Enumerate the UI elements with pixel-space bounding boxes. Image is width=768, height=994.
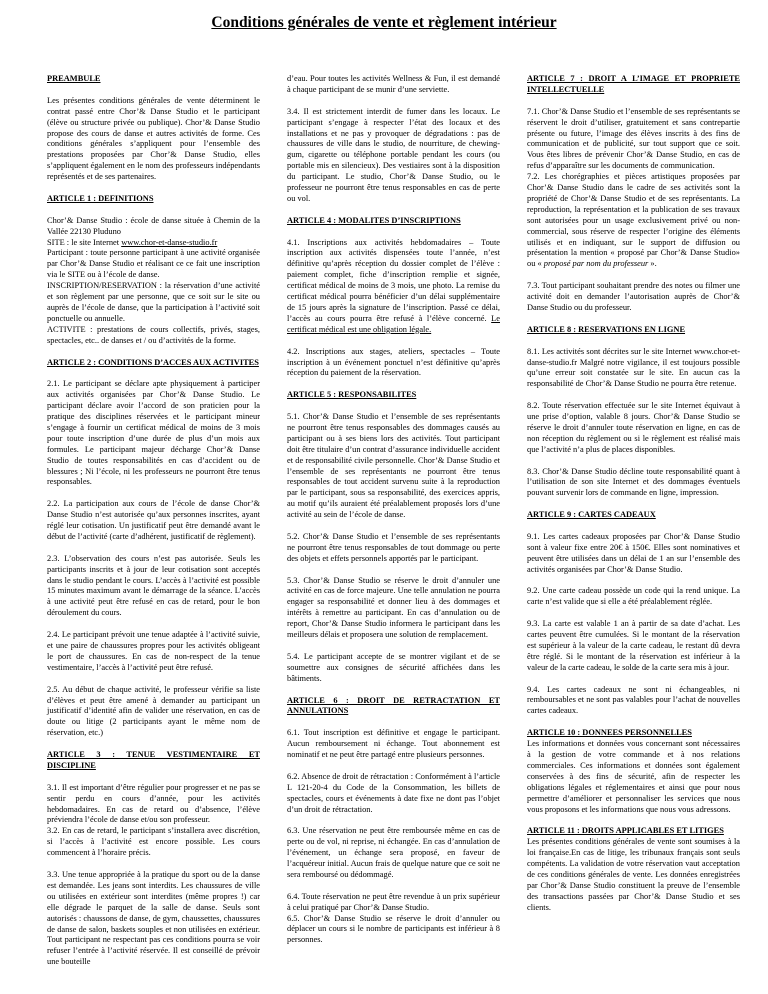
site-link[interactable]: www.chor-et-danse-studio.fr: [121, 237, 218, 247]
article-6-4-5: [287, 892, 500, 947]
article-4-heading: ARTICLE 4 : MODALITES D’INSCRIPTIONS: [287, 215, 461, 225]
article-5-1: 5.1. Chor’& Danse Studio et l’ensemble de ses représentants ne pourront être tenus responsables des dommages causés au participant ou à ses biens lors des activités. Tout participant doit être titulaire d’un contrat d’assurance individuelle accident et de responsabilité civile personnelle. Chor’& Danse Studio et l’ensemble de ses représentants ne pourront être tenus responsables de tout accident survenu suite à la reproduction par le participant, sous sa responsabilité, des exercices appris, au motif qu’ils auraient été préalablement proposés lors d’une activité au sein de l’école de danse.: [287, 412, 500, 520]
article-6-2: 6.2. Absence de droit de rétractation : Conformément à l’article L 121-20-4 du Code de la Consommation, les billets de spectacles, cours et événements à date fixe ne dont pas l’objet d’un droit de rétractation.: [287, 771, 500, 814]
article-7-1-2: [527, 107, 740, 271]
article-5-3: 5.3. Chor’& Danse Studio se réserve le droit d’annuler une activité en cas de force majeure. Une telle annulation ne pourra engager sa responsabilité et donner lieu à des dommages et intérêts à remettre au participant. En cas d’annulation ou de report, Chor’& Danse Studio informera le participant dans les meilleurs délais et proposera une solution de remplacement.: [287, 575, 500, 640]
article-11-heading: ARTICLE 11 : DROITS APPLICABLES ET LITIGES: [527, 826, 724, 836]
article-1-inscription: INSCRIPTION/RESERVATION : la réservation d’une activité et son règlement par une personne, que ce soit sur le site ou auprès de l’école de danse, que la participation à l’activité soit ponctuelle ou annuelle.: [47, 281, 260, 323]
preambule-heading: PREAMBULE: [47, 74, 101, 83]
page-title: Conditions générales de vente et règlement intérieur: [211, 14, 557, 31]
article-4-1: [287, 238, 500, 336]
article-6-3: 6.3. Une réservation ne peut être remboursée même en cas de perte ou de vol, ni reprise, ni échangée. En cas d’annulation de l’événement, un échange sera proposé, en faveur de l’acquéreur initial. Aucun frais de quelque nature que ce soit ne sera remboursé ou dédommagé.: [287, 826, 500, 879]
article-10-text: Les informations et données vous concernant sont nécessaires à la gestion de votre commande et à nos relations commerciales. Ces informations et données sont également conservées à des fins de sécurité, afin de respecter les obligations légales et réglementaires et ainsi que pour nous permettre d’améliorer et personnaliser les services que nous vous proposons et les informations que nous vous adressons.: [527, 739, 740, 814]
article-6-5: 6.5. Chor’& Danse Studio se réserve le droit d’annuler ou déplacer un cours si le nombre de participants est inférieur à 8 personnes.: [287, 913, 500, 945]
article-1-heading: ARTICLE 1 : DEFINITIONS: [47, 193, 154, 203]
article-3-1-2: [47, 783, 260, 859]
article-7-1: 7.1. Chor’& Danse Studio et l’ensemble de ses représentants se réservent le droit d’utiliser, gratuitement et sans contrepartie présente ou future, l’image des élèves inscrits à des fins de communication et de publicité, sur tout support que ce soit. Vous êtes libres de prévenir Chor’& Danse Studio, en cas de refus d’apparaître sur les documents de communication.: [527, 106, 740, 171]
article-3-3-continued: d’eau. Pour toutes les activités Wellness & Fun, il est demandé à chaque participant de se munir d’une serviette.: [287, 74, 500, 94]
article-3-1: 3.1. Il est important d’être régulier pour progresser et ne pas se sentir perdu en cours d’année, pour les activités hebdomadaires. En cas de retard ou d’absence, l’élève préviendra l’école de danse et/ou son professeur.: [47, 782, 260, 825]
preambule-text: Les présentes conditions générales de vente déterminent le contrat passé entre Chor’& Danse Studio et le participant (élève ou structure privée ou publique). Chor’& Danse Studio propose des cours de danse et autres activités de forme. Ces conditions générales s’appliquent pour l’ensemble des prestations proposées par Chor’& Danse Studio, elles s’appliquent également en le nom des professeurs indépendants représentés et de ses partenaires.: [47, 95, 260, 182]
article-3-heading: ARTICLE 3 : TENUE VESTIMENTAIRE ET DISCIPLINE: [47, 750, 260, 770]
article-8-1: 8.1. Les activités sont décrites sur le site Internet www.chor-et-danse-studio.fr Malgré notre vigilance, il est toujours possible qu’une erreur soit constatée sur le site. En aucun cas la responsabilité de Chor’& Danse Studio ne pourra être retenue.: [527, 346, 740, 389]
article-8-heading: ARTICLE 8 : RESERVATIONS EN LIGNE: [527, 324, 686, 334]
article-9-3: 9.3. La carte est valable 1 an à partir de sa date d’achat. Les cartes peuvent être cumulées. Si le montant de la réservation est supérieur à la valeur de la carte cadeau, le restant dû devra être réglé. Si le montant de la réservation est inférieur à la valeur de la carte cadeau, le solde de la carte sera mis à jour.: [527, 619, 740, 672]
article-6-4: 6.4. Toute réservation ne peut être revendue à un prix supérieur à celui pratiqué par Chor’& Danse Studio.: [287, 891, 500, 912]
article-9-heading: ARTICLE 9 : CARTES CADEAUX: [527, 510, 656, 520]
article-5-heading: ARTICLE 5 : RESPONSABILITES: [287, 390, 417, 400]
article-10-heading: ARTICLE 10 : DONNEES PERSONNELLES: [527, 728, 692, 738]
article-9-2: 9.2. Une carte cadeau possède un code qui la rend unique. La carte n’est valide que si elle a été préalablement réglée.: [527, 586, 740, 607]
article-7-2-italic: proposé par nom du professeur: [543, 259, 649, 269]
article-3-2: 3.2. En cas de retard, le participant s’installera avec discrétion, si l’accès à l’activité est encore possible. Les cours commencent à l’horaire précis.: [47, 826, 260, 858]
article-4-2: 4.2. Inscriptions aux stages, ateliers, spectacles – Toute inscription à un événement ponctuel n’est définitive qu’après réception du paiement de la réservation.: [287, 346, 500, 378]
article-2-5: 2.5. Au début de chaque activité, le professeur vérifie sa liste d’élèves et peut être amené à demander au participant un justificatif d’identité afin de valider une réservation, en cas de doute ou litige (2 participants ayant le même nom de réservation, etc.): [47, 684, 260, 738]
article-1-location: Chor’& Danse Studio : école de danse située à Chemin de la Vallée 22130 Pluduno: [47, 215, 260, 236]
article-11-text: Les présentes conditions générales de vente sont soumises à la loi française.En cas de litige, les tribunaux français sont seuls compétents. La validation de votre réservation vaut acceptation de ces conditions générales de vente. Les données enregistrées par Chor’& Danse Studio constituent la preuve de l’ensemble des transactions passées par Chor’& Danse Studio et ses clients.: [527, 837, 740, 912]
article-7-3: 7.3. Tout participant souhaitant prendre des notes ou filmer une activité doit en demander l’autorisation auprès de Chor’& Danse Studio ou du professeur.: [527, 281, 740, 312]
article-9-1: 9.1. Les cartes cadeaux proposées par Chor’& Danse Studio sont à valeur fixe entre 20€ à 150€. Elles sont nominatives et peuvent être utilisées dans un délai de 1 an sur l’ensemble des activités organisées par Chor’& Danse Studio.: [527, 531, 740, 574]
column-3: [527, 74, 740, 924]
article-2-1: 2.1. Le participant se déclare apte physiquement à participer aux activités organisées par Chor’& Danse Studio. Le participant déclare avoir l’accord de son praticien pour la pratique des disciplines réservées et le participant mineur s’engage à fournir un certificat médical de moins de 3 mois pour toute inscription d’une durée de plus d’un mois aux formules. Le participant majeur décharge Chor’& Danse Studio de toutes responsabilités en cas d’accident ou de blessures ; Ni l’école, ni les professeurs ne pourront être tenus responsables.: [47, 379, 260, 487]
article-3-3: 3.3. Une tenue appropriée à la pratique du sport ou de la danse est demandée. Les jeans sont interdits. Les chaussures de ville ou utilisées en extérieur sont interdites (même propres !) car elle dégrade le parquet de la salle de danse. Seuls sont autorisés : chaussons de danse, de gym, chaussettes, chaussures de danse de salon, baskets souples et non utilisées en extérieur. Tout participant ne respectant pas ces conditions pourra se voir refuser l’entrée à l’activité réservée. Il est conseillé de prévoir une bouteille: [47, 869, 260, 967]
article-2-3: 2.3. L’observation des cours n’est pas autorisée. Seuls les participants inscrits et à jour de leur cotisation sont acceptés dans le studio pendant le cours. L’accès à l’activité est possible 15 minutes maximum avant le démarrage de la séance. L’accès à une activité peut être refusé en cas de retard, pour le bon déroulement du cours.: [47, 553, 260, 618]
article-6-heading: ARTICLE 6 : DROIT DE RETRACTATION ET ANNULATIONS: [287, 695, 500, 716]
article-5-4: 5.4. Le participant accepte de se montrer vigilant et de se soumettre aux consignes de sécurité affichées dans les bâtiments.: [287, 651, 500, 683]
article-1-text: [47, 216, 260, 347]
article-1-site-label: SITE : le site Internet: [47, 237, 122, 247]
article-2-2: 2.2. La participation aux cours de l’école de danse Chor’& Danse Studio n’est autorisée qu’aux personnes inscrites, ayant réglé leur cotisation. Un justificatif peut être demandé avant le début de l’activité (carte d’adhérent, justificatif de règlement).: [47, 499, 260, 541]
article-4-1-text: 4.1. Inscriptions aux activités hebdomadaires – Toute inscription aux activités dispensées toute l’année, n’est définitive qu’après réception du dossier complet de l’élève : paiement complet, fiche d’inscription remplie et signée, certificat médical de moins de 3 mois, une photo. La remise du certificat médical pourra bénéficier d’un délai supplémentaire de 15 jours après la signature de l’inscription. Passé ce délai, l’accès au cours pourra être refusé à l’élève concerné.: [287, 237, 500, 323]
article-7-heading: ARTICLE 7 : DROIT A L’IMAGE ET PROPRIETE INTELLECTUELLE: [527, 74, 740, 94]
article-7-2-end: ».: [648, 259, 657, 269]
article-8-2: 8.2. Toute réservation effectuée sur le site Internet équivaut à une prise d’option, valable 8 jours. Chor’& Danse Studio se réserve le droit d’annuler toute réservation en ligne, en cas de non réception du règlement ou si le règlement est réalisé mais que l’activité n’a plus de places disponibles.: [527, 401, 740, 454]
article-4-1-underlined: Le certificat médical est une obligation légale.: [287, 313, 500, 334]
article-1-participant: Participant : toute personne participant à une activité organisée par Chor’& Danse Studio et réalisant ce ce fait une inscription via le SITE ou à l’école de danse.: [47, 248, 260, 280]
article-3-4: 3.4. Il est strictement interdit de fumer dans les locaux. Le participant s’engage à respecter l’état des locaux et des installations et ne pas y provoquer de dégradations : pas de chaussures de ville dans le studio, de nourriture, de chewing-gum, cigarette ou téléphone portable pendant les cours (ou portable mis en silencieux). Des vestiaires sont à la disposition du participant. Le studio, Chor’& Danse Studio, ou le professeur ne pourront être tenus responsables en cas de perte ou vol.: [287, 106, 500, 203]
article-9-4: 9.4. Les cartes cadeaux ne sont ni échangeables, ni remboursables et ne sont pas valables pour l’achat de nouvelles cartes cadeaux.: [527, 684, 740, 716]
article-2-heading: ARTICLE 2 : CONDITIONS D’ACCES AUX ACTIVITES: [47, 357, 259, 367]
column-1: [47, 74, 260, 979]
article-8-3: 8.3. Chor’& Danse Studio décline toute responsabilité quant à l’utilisation de son site Internet et des dommages éventuels pouvant survenir lors de commande en ligne, impression.: [527, 466, 740, 498]
article-1-activite: ACTIVITE : prestations de cours collectifs, privés, stages, spectacles, etc.. de danses et / ou d’activités de la forme.: [47, 324, 260, 345]
article-6-1: 6.1. Tout inscription est définitive et engage le participant. Aucun remboursement ni échange. Tout abonnement est nominatif et ne peut être partagé entre plusieurs personnes.: [287, 728, 500, 760]
article-2-4: 2.4. Le participant prévoit une tenue adaptée à l’activité suivie, et une paire de chaussures propres pour les activités obligeant le port de chaussures. En cas de non-respect de la tenue vestimentaire, l’accès à l’activité peut être refusé.: [47, 630, 260, 672]
article-5-2: 5.2. Chor’& Danse Studio et l’ensemble de ses représentants ne pourront être tenus responsables de tout dommage ou perte des objets et effets personnels apportés par le participant.: [287, 531, 500, 563]
article-7-2: 7.2. Les chorégraphies et pièces artistiques proposées par Chor’& Danse Studio dans le cadre de ses activités sont la propriété de Chor’& Danse Studio et de ses représentants. La reproduction, la représentation et la publication de ses travaux sont autorisées pour un usage exclusivement privé ou non-commercial, sous réserve de respecter l’origine des éléments utilisés et en indiquant, sur le support de diffusion ou présentation la mention « proposé par Chor’& Danse Studio» ou «: [527, 172, 740, 269]
column-2: [287, 74, 500, 957]
